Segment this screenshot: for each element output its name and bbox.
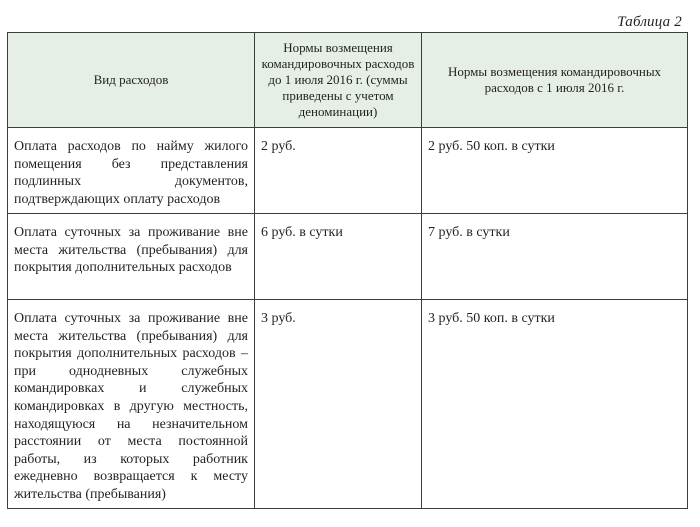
expense-type-cell: Оплата расходов по найму жилого помещения без представления подлинных документов, подтверждающих оплату расходов	[8, 128, 255, 214]
table-row	[8, 128, 688, 214]
table-row	[8, 214, 688, 300]
header-norms-after: Нормы возмещения командировочных расходов с 1 июля 2016 г.	[422, 33, 688, 128]
expense-type-cell: Оплата суточных за проживание вне места жительства (пребывания) для покрытия дополнительных расходов	[8, 214, 255, 300]
norm-before-cell: 2 руб.	[255, 128, 422, 214]
norm-before-cell: 3 руб.	[255, 300, 422, 509]
table-header-row	[8, 33, 688, 128]
norm-before-cell: 6 руб. в сутки	[255, 214, 422, 300]
header-expense-type: Вид расходов	[8, 33, 255, 128]
norm-after-cell: 7 руб. в сутки	[422, 214, 688, 300]
expense-norms-table	[7, 32, 688, 509]
norm-after-cell: 2 руб. 50 коп. в сутки	[422, 128, 688, 214]
norm-after-cell: 3 руб. 50 коп. в сутки	[422, 300, 688, 509]
expense-type-cell: Оплата суточных за проживание вне места жительства (пребывания) для покрытия дополнительных расходов – при однодневных служебных командировках и служебных командировках в другую местность, находящуюся на незначительном расстоянии от места постоянной работы, из которых работник ежедневно возвращается к месту жительства (пребывания)	[8, 300, 255, 509]
table-caption: Таблица 2	[617, 14, 682, 30]
table-row	[8, 300, 688, 509]
header-norms-before: Нормы возмещения командировочных расходов до 1 июля 2016 г. (суммы приведены с учетом деноминации)	[255, 33, 422, 128]
